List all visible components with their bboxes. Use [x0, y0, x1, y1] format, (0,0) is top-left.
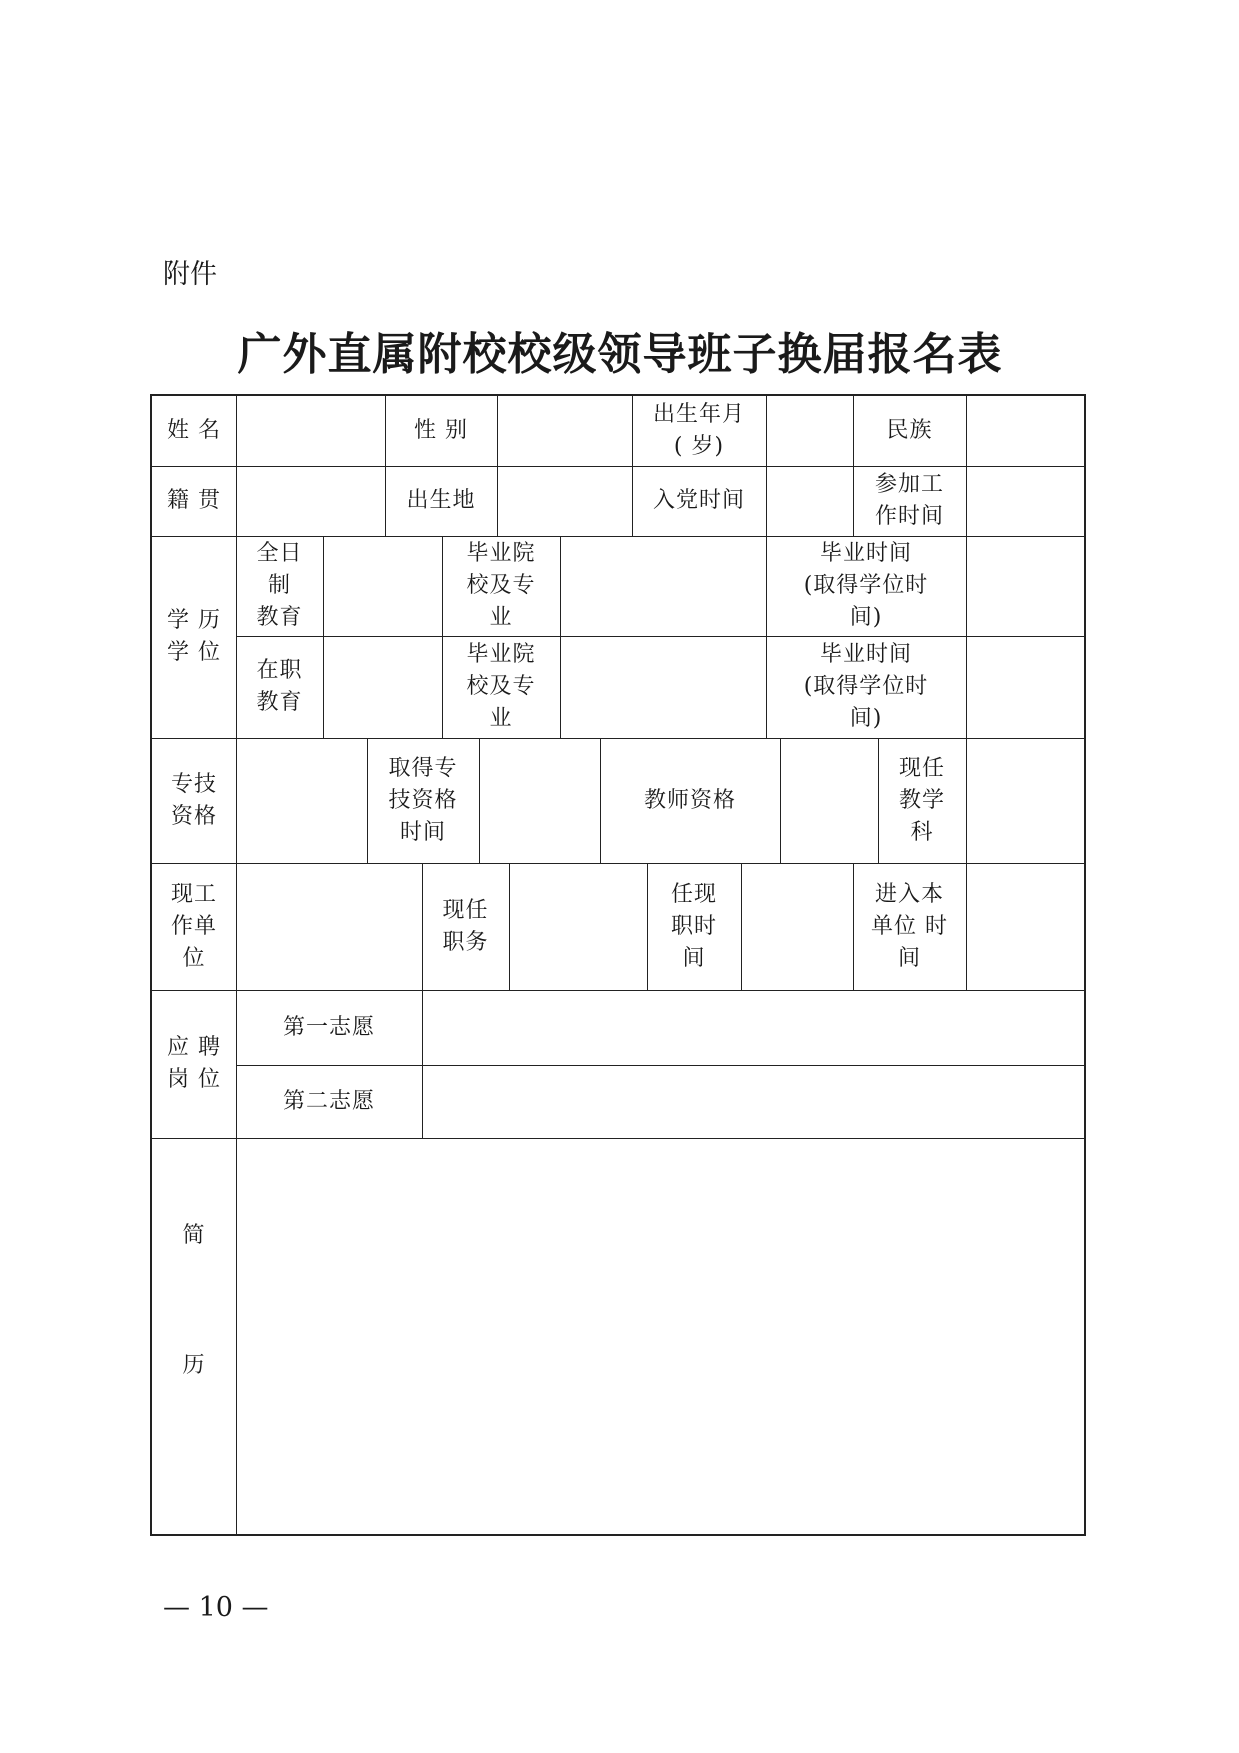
label-party-date: 入党时间	[652, 488, 745, 513]
field-native-place[interactable]	[236, 466, 385, 536]
field-subject[interactable]	[966, 738, 1084, 863]
label-education: 学 历 学 位	[167, 608, 221, 665]
field-fulltime-grad[interactable]	[966, 536, 1084, 636]
label-employer: 现工 作单 位	[170, 881, 217, 971]
label-inservice-school: 毕业院 校及专 业	[466, 642, 536, 731]
label-inservice-grad: 毕业时间 (取得学位时 间)	[803, 642, 929, 731]
label-second-choice: 第二志愿	[282, 1088, 375, 1114]
label-application: 应 聘 岗 位	[167, 1035, 221, 1092]
field-name[interactable]	[236, 396, 385, 466]
attachment-label: 附件	[163, 259, 217, 290]
label-work-start: 参加工 作时间	[874, 472, 944, 529]
field-inservice-grad[interactable]	[966, 636, 1084, 738]
label-resume-char2: 历	[182, 1353, 206, 1378]
registration-form	[150, 394, 1086, 1536]
field-fulltime-school[interactable]	[560, 536, 766, 636]
field-tech-title[interactable]	[236, 738, 367, 863]
label-teacher-cert: 教师资格	[643, 787, 736, 813]
field-first-choice[interactable]	[422, 990, 1084, 1065]
label-subject: 现任 教学 科	[898, 755, 945, 845]
label-fulltime-grad: 毕业时间 (取得学位时 间)	[803, 541, 929, 630]
field-fulltime[interactable]	[323, 536, 442, 636]
field-inservice[interactable]	[323, 636, 442, 738]
label-fulltime-school: 毕业院 校及专 业	[466, 541, 536, 630]
field-join-date[interactable]	[966, 863, 1084, 990]
field-position[interactable]	[509, 863, 647, 990]
label-inservice: 在职 教育	[256, 658, 303, 715]
label-ethnicity: 民族	[886, 418, 933, 443]
page-number: — 10 —	[163, 1592, 269, 1623]
label-name: 姓 名	[167, 418, 221, 443]
label-gender: 性 别	[414, 418, 468, 443]
field-tech-date[interactable]	[479, 738, 600, 863]
label-resume-char1: 简	[182, 1223, 206, 1248]
label-first-choice: 第一志愿	[282, 1014, 375, 1040]
field-resume[interactable]	[236, 1138, 1084, 1534]
field-position-date[interactable]	[741, 863, 853, 990]
field-party-date[interactable]	[766, 466, 853, 536]
field-inservice-school[interactable]	[560, 636, 766, 738]
label-position: 现任 职务	[442, 897, 489, 955]
field-birthplace[interactable]	[497, 466, 632, 536]
field-birth[interactable]	[766, 396, 853, 466]
field-ethnicity[interactable]	[966, 396, 1084, 466]
field-second-choice[interactable]	[422, 1065, 1084, 1138]
label-native-place: 籍 贯	[167, 488, 221, 513]
field-work-start[interactable]	[966, 466, 1084, 536]
label-join-date: 进入本 单位 时 间	[871, 881, 948, 971]
label-birth: 出生年月 ( 岁)	[652, 402, 745, 459]
field-teacher-cert[interactable]	[780, 738, 878, 863]
label-birthplace: 出生地	[406, 488, 476, 513]
field-gender[interactable]	[497, 396, 632, 466]
form-title: 广外直属附校校级领导班子换届报名表	[237, 329, 1003, 380]
label-fulltime: 全日 制 教育	[256, 541, 303, 630]
label-position-date: 任现 职时 间	[670, 881, 717, 971]
label-tech-title: 专技 资格	[170, 771, 217, 829]
label-tech-date: 取得专 技资格 时间	[388, 755, 458, 845]
field-employer[interactable]	[236, 863, 422, 990]
